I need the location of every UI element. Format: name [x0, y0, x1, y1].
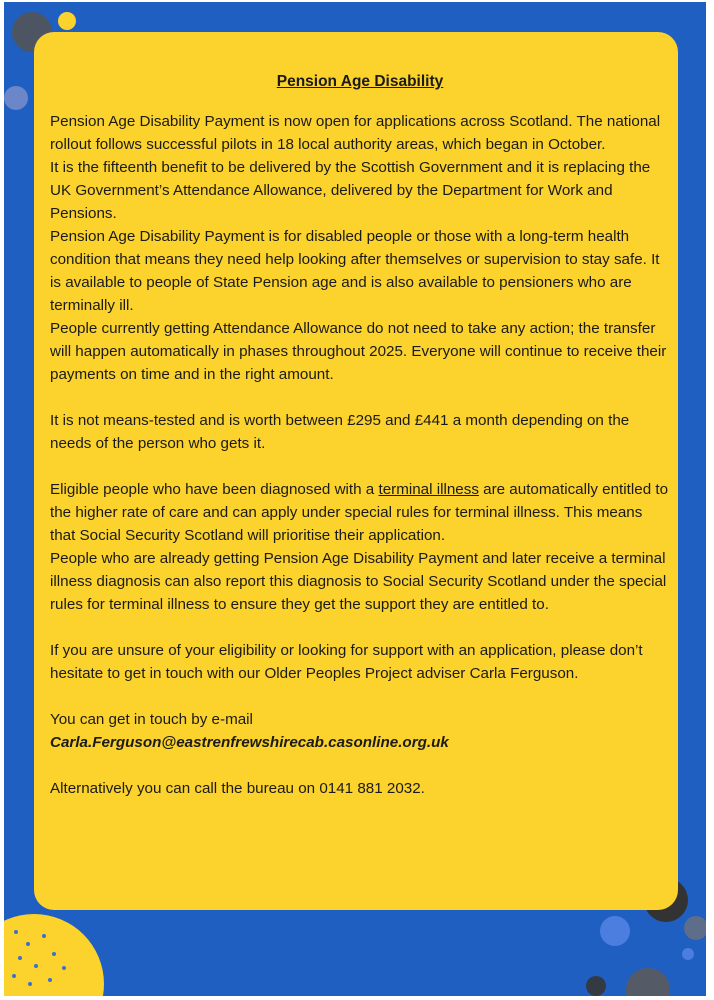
decor-circle-grey: [684, 916, 706, 940]
paragraph-adviser: If you are unsure of your eligibility or looking for support with an application, please don’t hesitate to get in touch with our Older Peoples Project adviser Carla Ferguson.: [50, 642, 643, 682]
contact-intro: You can get in touch by e-mail: [50, 711, 253, 728]
decor-circle-dark-small: [586, 976, 606, 996]
paragraph-terminal-illness: [50, 478, 670, 547]
paragraph-eligibility: Pension Age Disability Payment is for disabled people or those with a long-term health condition that means they need help looking after themselves or supervision to stay safe. It is available to people of State Pension age and is also available to pensioners who are terminally ill.: [50, 228, 660, 314]
page-title: Pension Age Disability: [276, 73, 444, 90]
decor-circle-blue-small: [682, 948, 694, 960]
decor-circle-light: [4, 86, 28, 110]
decor-circle-grey-large: [626, 968, 670, 996]
email-address[interactable]: Carla.Ferguson@eastrenfrewshirecab.casonline.org.uk: [50, 734, 449, 751]
paragraph-fifteenth-benefit: It is the fifteenth benefit to be delivered by the Scottish Government and it is replacing the UK Government’s Attendance Allowance, delivered by the Department for Work and Pensions.: [50, 159, 651, 222]
terminal-text-before: Eligible people who have been diagnosed with a: [50, 481, 379, 498]
decor-circle-yellow: [58, 12, 76, 30]
paragraph-report-diagnosis: People who are already getting Pension Age Disability Payment and later receive a terminal illness diagnosis can also report this diagnosis to Social Security Scotland under the special rules for terminal illness to ensure they get the support they are entitled to.: [50, 550, 667, 613]
paragraph-attendance-allowance: People currently getting Attendance Allowance do not need to take any action; the transfer will happen automatically in phases throughout 2025. Everyone will continue to receive their payments on time and in the right amount.: [50, 320, 667, 383]
decor-circle-blue: [600, 916, 630, 946]
paragraph-amount: It is not means-tested and is worth between £295 and £441 a month depending on the needs of the person who gets it.: [50, 412, 630, 452]
paragraph-rollout: Pension Age Disability Payment is now open for applications across Scotland. The national rollout follows successful pilots in 18 local authority areas, which began in October.: [50, 113, 661, 153]
phone-line: Alternatively you can call the bureau on 0141 881 2032.: [50, 780, 425, 797]
article: [50, 70, 670, 800]
terminal-text-after: are automatically entitled to the higher rate of care and can apply under special rules for terminal illness. This means that Social Security Scotland will prioritise their application.: [50, 481, 669, 544]
terminal-illness-link[interactable]: terminal illness: [378, 481, 479, 498]
